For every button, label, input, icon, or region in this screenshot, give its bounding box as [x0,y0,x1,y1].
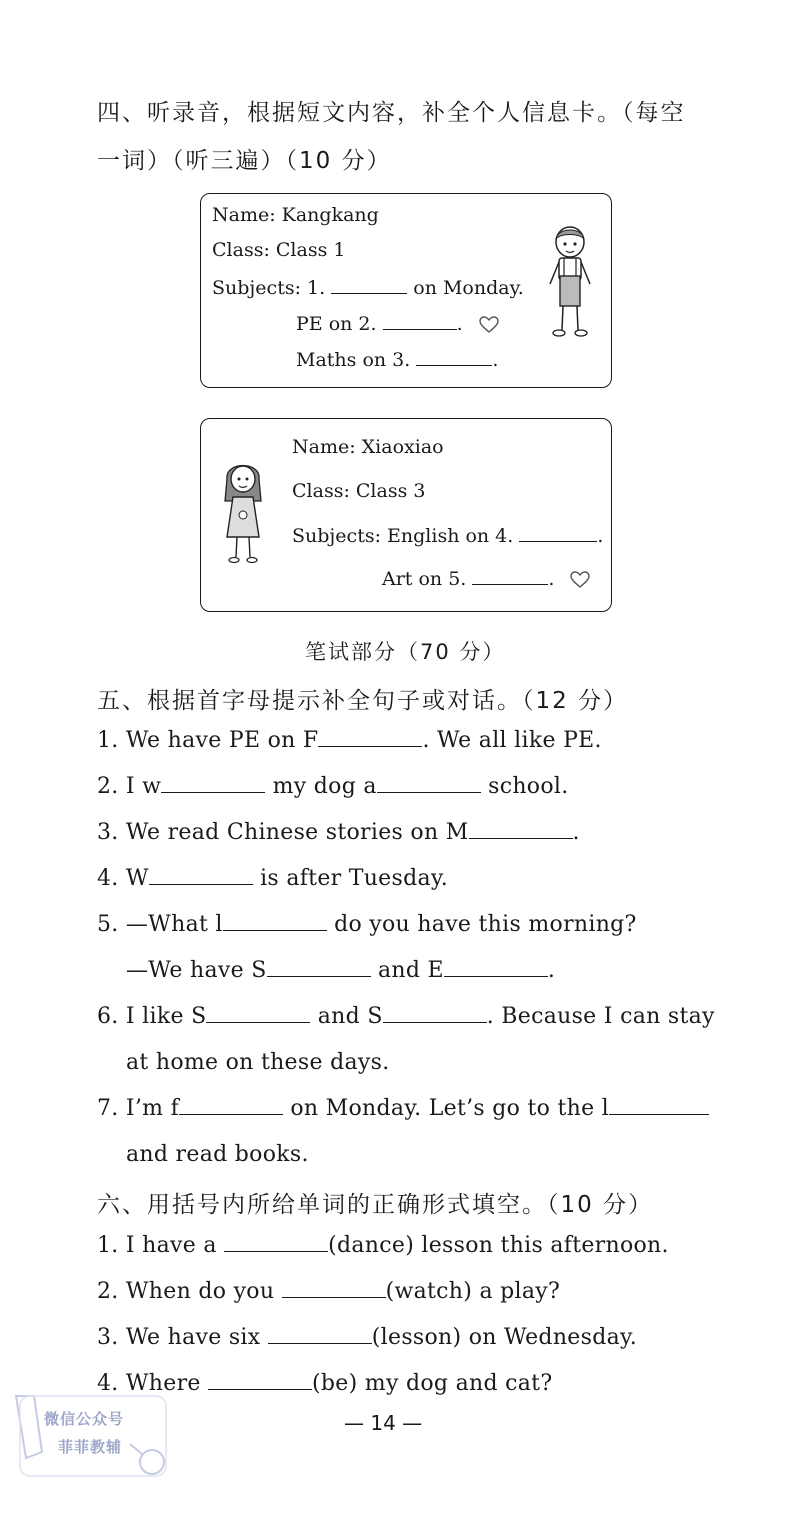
s6-q4-blank[interactable] [208,1371,312,1390]
s5-q5-reply-text: —We have S [126,958,267,983]
card1-subjects-label: Subjects: 1. [212,277,326,299]
s6-q4-text: 4. Where [97,1371,201,1396]
s5-q7 [97,1096,709,1121]
card2-art-label: Art on 5. [382,568,467,590]
page-number: — 14 — [344,1411,423,1435]
watermark [12,1392,172,1482]
section-4-title: 四、听录音，根据短文内容，补全个人信息卡。（每空 [97,100,686,126]
s5-q6-text: 6. I like S [97,1004,207,1029]
s5-q4 [97,866,448,891]
s5-q5-blank-3[interactable] [444,958,548,977]
s6-q1-text: 1. I have a [97,1233,217,1258]
card2-class: Class: Class 3 [292,480,426,502]
s6-q2 [97,1279,560,1304]
card1-class: Class: Class 1 [212,239,346,261]
s5-q6-blank-1[interactable] [206,1004,310,1023]
card2-subjects [292,523,603,547]
card2-name: Name: Xiaoxiao [292,436,444,458]
s5-q5-reply-end: . [547,958,556,983]
s5-q5 [97,912,637,937]
s5-q7-mid: on Monday. Let’s go to the l [290,1096,610,1121]
s5-q4-blank[interactable] [149,866,253,885]
s5-q1-end: . We all like PE. [422,728,602,753]
s6-q1 [97,1233,669,1258]
s5-q3-end: . [572,820,580,845]
s5-q7-blank-2[interactable] [609,1096,709,1115]
s5-q7-cont: and read books. [126,1142,309,1167]
s5-q4-text: 4. W [97,866,149,891]
card1-subjects-day: on Monday. [413,277,524,299]
s5-q4-end: is after Tuesday. [260,866,448,891]
card1-maths-label: Maths on 3. [296,349,411,371]
s5-q2-mid: my dog a [272,774,377,799]
card1-maths-period: . [492,349,499,371]
answer-blank-3[interactable] [416,347,492,366]
s5-q1-text: 1. We have PE on F [97,728,319,753]
s5-q5-reply-mid: and E [377,958,444,983]
info-card-kangkang [200,193,612,388]
watermark-line-2: 菲菲教辅 [58,1438,123,1456]
card1-pe-label: PE on 2. [296,313,377,335]
s5-q5-end: do you have this morning? [334,912,637,937]
s6-q3 [97,1325,637,1350]
section-6-title: 六、用括号内所给单词的正确形式填空。（10 分） [97,1192,654,1218]
watermark-line-1: 微信公众号 [44,1410,125,1428]
section-5-title: 五、根据首字母提示补全句子或对话。（12 分） [97,688,629,714]
info-card-xiaoxiao [200,418,612,612]
s5-q6-cont: at home on these days. [126,1050,390,1075]
s5-q5-reply [126,958,555,983]
s5-q3-blank[interactable] [469,820,573,839]
card2-art [382,566,590,590]
s5-q5-blank-1[interactable] [223,912,327,931]
answer-blank-2[interactable] [383,311,457,330]
s5-q7-blank-1[interactable] [179,1096,283,1115]
answer-blank-5[interactable] [472,566,548,585]
s5-q7-text: 7. I’m f [97,1096,180,1121]
s6-q2-blank[interactable] [282,1279,386,1298]
s5-q6-blank-2[interactable] [383,1004,487,1023]
s6-q2-text: 2. When do you [97,1279,275,1304]
s6-q1-blank[interactable] [224,1233,328,1252]
s6-q2-end: (watch) a play? [385,1279,561,1304]
card2-subjects-period: . [597,525,604,547]
s6-q3-end: (lesson) on Wednesday. [371,1325,638,1350]
card2-subjects-label: Subjects: English on 4. [292,525,514,547]
card1-pe-period: . [456,313,463,335]
s5-q2-blank-1[interactable] [161,774,265,793]
answer-blank-4[interactable] [519,523,597,542]
s5-q1 [97,728,602,753]
s5-q2-text: 2. I w [97,774,162,799]
card1-name: Name: Kangkang [212,204,379,226]
s6-q4-end: (be) my dog and cat? [312,1371,553,1396]
written-part-title: 笔试部分（70 分） [305,640,506,664]
s5-q6-mid: and S [317,1004,383,1029]
s5-q2-end: school. [488,774,569,799]
s5-q2 [97,774,569,799]
s5-q6 [97,1004,715,1029]
s5-q5-blank-2[interactable] [267,958,371,977]
card1-maths [296,347,498,371]
answer-blank-1[interactable] [331,275,407,294]
card2-art-period: . [548,568,555,590]
s6-q1-end: (dance) lesson this afternoon. [328,1233,669,1258]
s6-q3-text: 3. We have six [97,1325,261,1350]
s5-q3-text: 3. We read Chinese stories on M [97,820,469,845]
boy-illustration [546,224,594,342]
s5-q2-blank-2[interactable] [377,774,481,793]
s5-q1-blank[interactable] [318,728,422,747]
section-4-title-cont: 一词）（听三遍）（10 分） [97,148,392,174]
s5-q5-text: 5. —What l [97,912,223,937]
s5-q6-end: . Because I can stay [486,1004,715,1029]
card1-subjects [212,275,524,299]
girl-illustration [221,457,265,565]
card1-pe [296,311,499,335]
s6-q3-blank[interactable] [268,1325,372,1344]
heart-icon [479,316,499,334]
heart-icon [570,571,590,589]
s5-q3 [97,820,580,845]
